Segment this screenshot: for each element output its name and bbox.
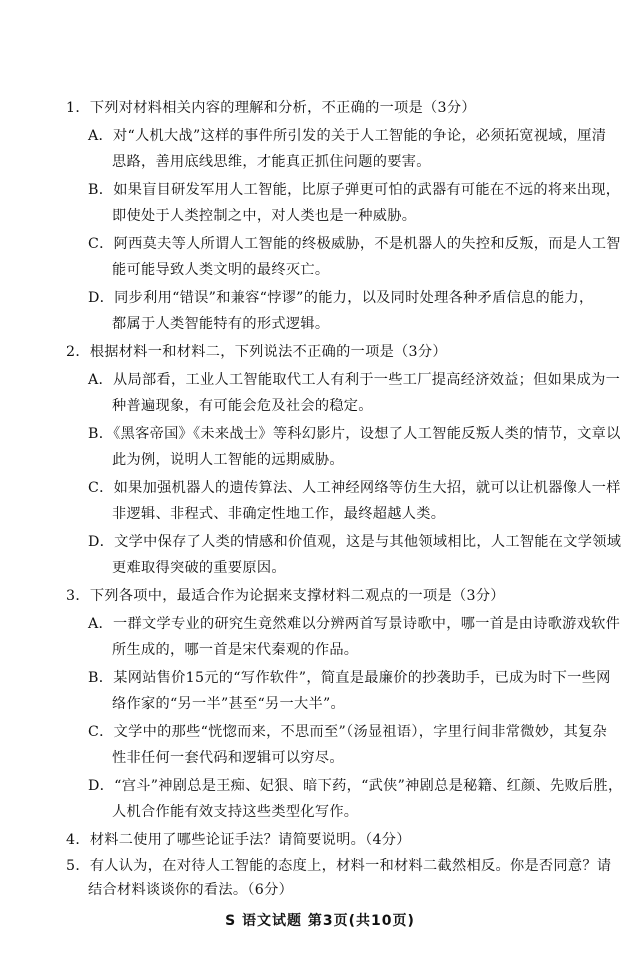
q2-option-d-line2: 更难取得突破的重要原因。 bbox=[112, 560, 286, 576]
q1-option-c-line1: C．阿西莫夫等人所谓人工智能的终极威胁，不是机器人的失控和反叛，而是人工智 bbox=[88, 236, 621, 252]
q1-option-c-line2: 能可能导致人类文明的最终灭亡。 bbox=[112, 262, 330, 278]
q1-option-d-line1: D．同步利用“错误”和兼容“悖谬”的能力，以及同时处理各种矛盾信息的能力， bbox=[88, 290, 594, 306]
q3-option-d-line1: D．“宫斗”神剧总是王痴、妃狠、暗下药，“武侠”神剧总是秘籍、红颜、先败后胜， bbox=[88, 778, 623, 794]
q2-option-a-line2: 种普遍现象，有可能会危及社会的稳定。 bbox=[112, 398, 373, 414]
question-5-stem-cont: 结合材料谈谈你的看法。（6分） bbox=[88, 882, 294, 898]
question-5-stem: 5．有人认为，在对待人工智能的态度上，材料一和材料二截然相反。你是否同意？请 bbox=[66, 858, 612, 874]
q3-option-d-line2: 人机合作能有效支持这些类型化写作。 bbox=[112, 804, 359, 820]
question-4-stem: 4．材料二使用了哪些论证手法？请简要说明。（4分） bbox=[66, 832, 411, 848]
q3-option-a-line2: 所生成的，哪一首是宋代秦观的作品。 bbox=[112, 642, 359, 658]
question-2-stem: 2．根据材料一和材料二，下列说法不正确的一项是（3分） bbox=[66, 344, 447, 360]
question-3-stem: 3．下列各项中，最适合作为论据来支撑材料二观点的一项是（3分） bbox=[66, 588, 505, 604]
q1-option-a-line2: 思路，善用底线思维，才能真正抓住问题的要害。 bbox=[112, 154, 431, 170]
q2-option-c-line1: C．如果加强机器人的遗传算法、人工神经网络等仿生大招，就可以让机器像人一样 bbox=[88, 480, 621, 496]
q2-option-d-line1: D．文学中保存了人类的情感和价值观，这是与其他领域相比，人工智能在文学领域 bbox=[88, 534, 622, 550]
q3-option-b-line2: 络作家的“另一半”甚至“另一大半”。 bbox=[112, 696, 346, 712]
q1-option-a-line1: A．对“人机大战”这样的事件所引发的关于人工智能的争论，必须拓宽视域，厘清 bbox=[88, 128, 607, 144]
question-1-stem: 1．下列对材料相关内容的理解和分析，不正确的一项是（3分） bbox=[66, 100, 476, 116]
q1-option-b-line1: B．如果盲目研发军用人工智能，比原子弹更可怕的武器有可能在不远的将来出现， bbox=[88, 182, 621, 198]
page-footer: S 语文试题 第3页(共10页) bbox=[225, 913, 415, 929]
q2-option-c-line2: 非逻辑、非程式、非确定性地工作，最终超越人类。 bbox=[112, 506, 446, 522]
q2-option-b-line2: 此为例，说明人工智能的远期威胁。 bbox=[112, 452, 344, 468]
q1-option-d-line2: 都属于人类智能特有的形式逻辑。 bbox=[112, 316, 330, 332]
q3-option-c-line2: 性非任何一套代码和逻辑可以穷尽。 bbox=[112, 750, 344, 766]
q3-option-a-line1: A．一群文学专业的研究生竟然难以分辨两首写景诗歌中，哪一首是由诗歌游戏软件 bbox=[88, 616, 621, 632]
q3-option-c-line1: C．文学中的那些“恍惚而来，不思而至”（汤显祖语），字里行间非常微妙，其复杂 bbox=[88, 724, 608, 740]
q2-option-b-line1: B．《黑客帝国》《未来战士》等科幻影片，设想了人工智能反叛人类的情节，文章以 bbox=[88, 426, 621, 442]
q3-option-b-line1: B．某网站售价15元的“写作软件”，简直是最廉价的抄袭助手，已成为时下一些网 bbox=[88, 670, 611, 686]
q2-option-a-line1: A．从局部看，工业人工智能取代工人有利于一些工厂提高经济效益；但如果成为一 bbox=[88, 372, 621, 388]
q1-option-b-line2: 即使处于人类控制之中，对人类也是一种威胁。 bbox=[112, 208, 417, 224]
